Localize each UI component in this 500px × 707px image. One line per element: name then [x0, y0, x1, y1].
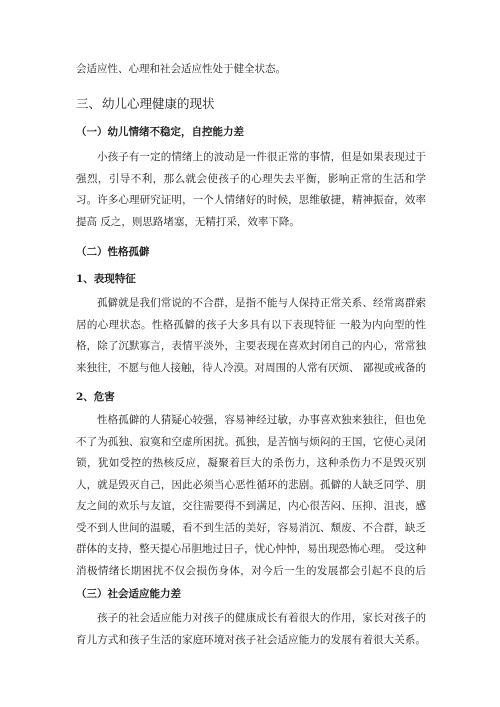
section-3-number: 三、	[76, 96, 102, 111]
subsection-2-heading: （二）性格孤僻	[76, 246, 150, 258]
subsection-3-paragraph: 孩子的社会适应能力对孩子的健康成长有着很大的作用，家长对孩子的育儿方式和孩子生活的家庭环境对孩子社会适应能力的发展有着很大关系。	[76, 612, 426, 646]
intro-tail-text: 会适应性、心理和社会适应性处于健全状态。	[76, 63, 286, 75]
point-2-heading: 2、危害	[76, 391, 115, 403]
subsection-1-heading: （一）幼儿情绪不稳定，自控能力差	[76, 126, 244, 138]
point-2-paragraph: 性格孤僻的人猜疑心较强，容易神经过敏，办事喜欢独来独往，但也免不了为孤独、寂寞和空虚所困扰。孤独，是苦恼与烦闷的王国，它使心灵闭锁，犹如受控的热核反应，凝聚着巨大的杀伤力，这种杀伤力不是毁灭别人，就是毁灭自己，因此必须当心恶性循环的悲剧。孤僻的人缺乏同学、朋友之间的欢乐与友谊，交往需要得不到满足，内心很苦闷、压抑、沮丧，感受不到人世间的温暖，看不到生活的美好，容易消沉、颓废、不合群，缺乏群体的支持，整天提心吊胆地过日子，忧心忡忡，易出现恐怖心理。 受这种消极情绪长期困扰不仅会损伤身体，对今后一生的发展都会引起不良的后	[76, 414, 426, 577]
subsection-1-paragraph: 小孩子有一定的情绪上的波动是一件很正常的事情，但是如果表现过于强烈，引导不利，那么就会使孩子的心理失去平衡，影响正常的生活和学习。许多心理研究证明，一个人情绪好的时候，思维敏捷，精神振奋，效率提高 反之，则思路堵塞，无精打采，效率下降。	[76, 151, 426, 228]
section-3-title: 幼儿心理健康的现状	[102, 96, 215, 111]
subsection-3-heading: （三）社会适应能力差	[76, 588, 181, 600]
point-1-heading: 1、表现特征	[76, 273, 136, 285]
point-1-paragraph: 孤僻就是我们常说的不合群，是指不能与人保持正常关系、经常离群索居的心理状态。性格孤僻的孩子大多具有以下表现特征 一般为内向型的性格，除了沉默寡言，表情平淡外，主要表现在喜欢封闭自己的内心，常常独来独往，不愿与他人接触，待人冷漠。对周围的人常有厌烦、 鄙视或戒备的	[76, 297, 426, 374]
section-3-heading	[76, 96, 426, 112]
